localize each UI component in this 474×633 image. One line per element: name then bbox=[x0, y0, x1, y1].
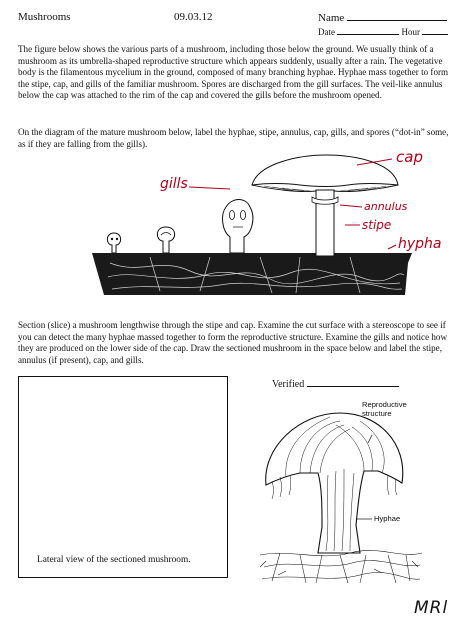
sectioned-mushroom-diagram bbox=[0, 395, 474, 585]
instruction-paragraph: On the diagram of the mature mushroom below, label the hyphae, stipe, annulus, cap, gills, and spores (“dot-in” some, as if they are falling from the gills). bbox=[18, 127, 449, 149]
button-stage-3 bbox=[223, 200, 253, 254]
label-gills: gills bbox=[160, 176, 188, 192]
button-stage-2 bbox=[157, 227, 174, 253]
name-label: Name bbox=[318, 12, 345, 24]
label-annulus: annulus bbox=[364, 200, 408, 213]
reproductive-label-line1: Reproductive bbox=[362, 400, 407, 409]
hour-label: Hour bbox=[401, 27, 420, 37]
verified-field bbox=[272, 377, 399, 390]
name-field bbox=[318, 11, 447, 24]
hyphae-label: Hyphae bbox=[374, 514, 401, 523]
hyphae-network bbox=[260, 550, 422, 583]
date-label: Date bbox=[318, 27, 335, 37]
verified-label: Verified bbox=[272, 379, 305, 390]
label-hypha: hypha bbox=[398, 236, 442, 252]
label-cap: cap bbox=[396, 148, 423, 166]
name-line[interactable] bbox=[347, 11, 447, 21]
section-cap-outline bbox=[266, 413, 403, 553]
intro-paragraph: The figure below shows the various parts of a mushroom, including those below the ground. We usually think of a mushroom as its umbrella-shaped reproductive structure which appears suddenly, usually after a rain. The vegetative body is the filamentous mycelium in the ground, composed of many branching hyphae. Hyphae mass together to form the stipe, cap, and gills of the familiar mushroom. Spores are discharged from the gill surfaces. The veil-like annulus below the cap was attached to the rim of the cap and covered the gills before the mushroom opened. bbox=[18, 44, 449, 101]
date-code: 09.03.12 bbox=[174, 11, 213, 23]
handwritten-initials: MRl bbox=[414, 598, 449, 618]
reproductive-structure-label bbox=[362, 400, 407, 418]
soil-strip bbox=[92, 253, 412, 295]
date-line[interactable] bbox=[337, 25, 399, 35]
reproductive-label-line2: structure bbox=[362, 409, 392, 418]
hour-line[interactable] bbox=[422, 25, 448, 35]
date-hour-field bbox=[318, 25, 448, 37]
section-paragraph: Section (slice) a mushroom lengthwise through the stipe and cap. Examine the cut surface with a stereoscope to see if you can detect the many hyphae massed together to form the reproductive structure. Examine the gills and notice how they are produced on the lower side of the cap. Draw the sectioned mushroom in the space below and label the stipe, annulus (if present), cap, and gills. bbox=[18, 320, 448, 365]
verified-line[interactable] bbox=[307, 377, 399, 387]
page-title: Mushrooms bbox=[18, 11, 71, 23]
label-stipe: stipe bbox=[362, 218, 392, 232]
button-stage-1 bbox=[107, 233, 120, 253]
drawing-box-caption: Lateral view of the sectioned mushroom. bbox=[37, 555, 191, 565]
